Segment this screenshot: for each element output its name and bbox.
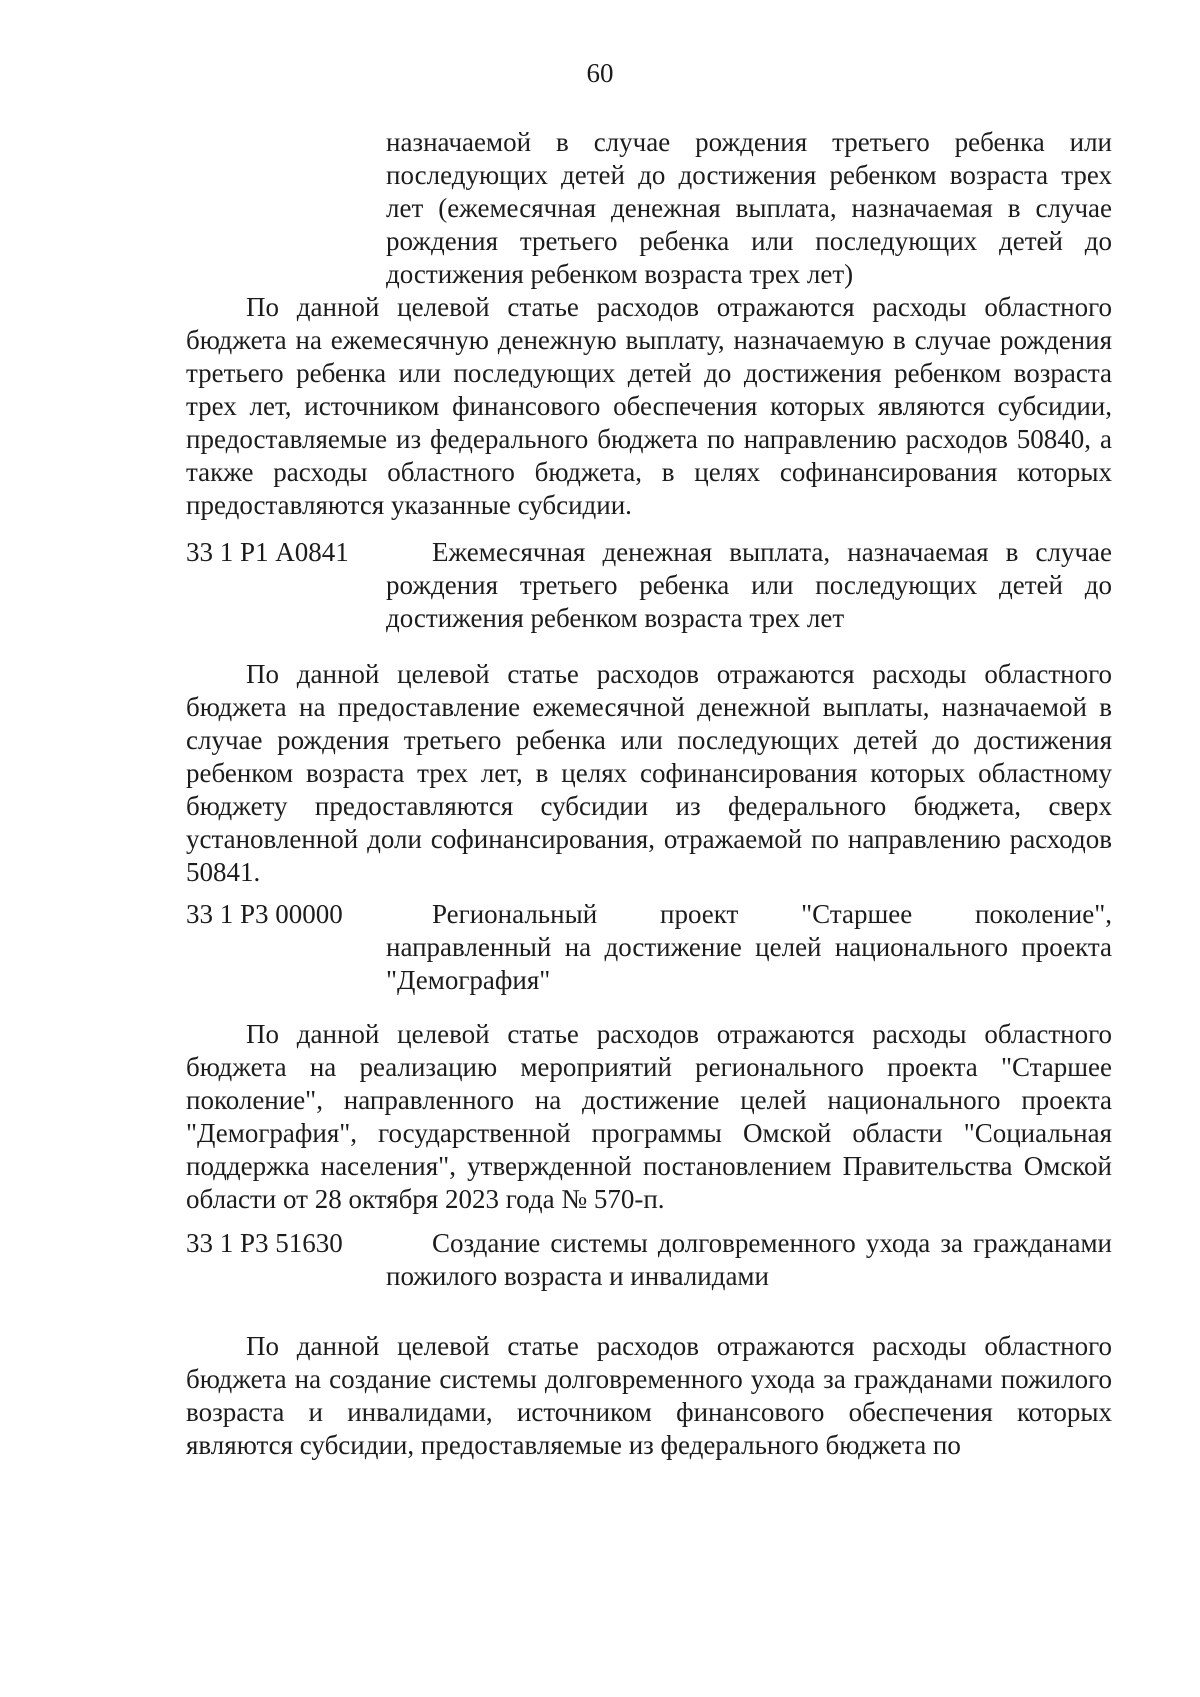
paragraph-1: По данной целевой статье расходов отражаются расходы областного бюджета на ежемесячную денежную выплату, назначаемую в случае рождения третьего ребенка или последующих детей до достижения ребенком возраста трех лет, источником финансового обеспечения которых являются субсидии, предоставляемые из федерального бюджета по направлению расходов 50840, а также расходы областного бюджета, в целях софинансирования которых предоставляются указанные субсидии. bbox=[186, 292, 1112, 520]
budget-entry-description: Ежемесячная денежная выплата, назначаемая в случае рождения третьего ребенка или последующих детей до достижения ребенком возраста трех лет bbox=[386, 537, 1112, 633]
intro-continuation: назначаемой в случае рождения третьего ребенка или последующих детей до достижения ребенком возраста трех лет (ежемесячная денежная выплата, назначаемая в случае рождения третьего ребенка или последующих детей до достижения ребенком возраста трех лет) bbox=[386, 127, 1112, 289]
budget-code: 33 1 Р3 51630 bbox=[186, 1228, 343, 1258]
paragraph-3: По данной целевой статье расходов отражаются расходы областного бюджета на реализацию мероприятий регионального проекта "Старшее поколение", направленного на достижение целей национального проекта "Демография", государственной программы Омской области "Социальная поддержка населения", утвержденной постановлением Правительства Омской области от 28 октября 2023 года № 570-п. bbox=[186, 1019, 1112, 1214]
page-number: 60 bbox=[586, 58, 614, 88]
paragraph-4: По данной целевой статье расходов отражаются расходы областного бюджета на создание системы долговременного ухода за гражданами пожилого возраста и инвалидами, источником финансового обеспечения которых являются субсидии, предоставляемые из федерального бюджета по bbox=[186, 1331, 1112, 1460]
budget-entry-description: Создание системы долговременного ухода за гражданами пожилого возраста и инвалидами bbox=[386, 1228, 1112, 1291]
budget-code: 33 1 Р3 00000 bbox=[186, 899, 343, 929]
budget-entry-description: Региональный проект "Старшее поколение", направленный на достижение целей национального проекта "Демография" bbox=[386, 899, 1112, 995]
budget-code: 33 1 Р1 А0841 bbox=[186, 537, 349, 567]
paragraph-2: По данной целевой статье расходов отражаются расходы областного бюджета на предоставление ежемесячной денежной выплаты, назначаемой в случае рождения третьего ребенка или последующих детей до достижения ребенком возраста трех лет, в целях софинансирования которых областному бюджету предоставляются субсидии из федерального бюджета, сверх установленной доли софинансирования, отражаемой по направлению расходов 50841. bbox=[186, 659, 1112, 887]
